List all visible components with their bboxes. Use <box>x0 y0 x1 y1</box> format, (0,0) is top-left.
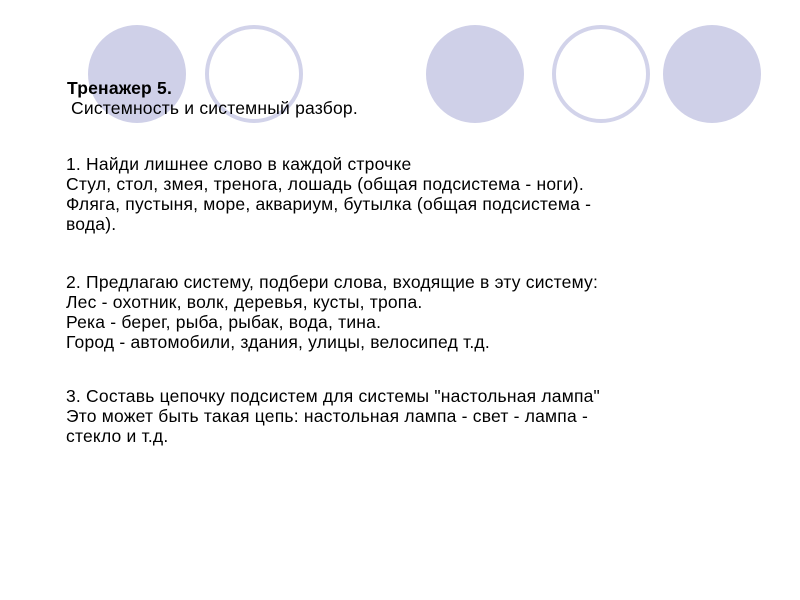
exercise-section-1 <box>66 154 766 234</box>
exercise-line: вода). <box>66 214 117 234</box>
exercise-line: Река - берег, рыба, рыбак, вода, тина. <box>66 312 382 332</box>
exercise-heading: 2. Предлагаю систему, подбери слова, входящие в эту систему: <box>66 272 599 292</box>
exercise-section-2 <box>66 272 766 352</box>
exercise-line: Стул, стол, змея, тренога, лошадь (общая подсистема - ноги). <box>66 174 584 194</box>
slide-content <box>66 78 766 484</box>
exercise-line: Это может быть такая цепь: настольная лампа - свет - лампа - <box>66 406 588 426</box>
slide-subtitle: Системность и системный разбор. <box>71 98 358 118</box>
exercise-line: Лес - охотник, волк, деревья, кусты, тропа. <box>66 292 423 312</box>
exercise-heading: 3. Составь цепочку подсистем для системы "настольная лампа" <box>66 386 600 406</box>
exercise-section-3 <box>66 386 766 446</box>
exercise-line: Фляга, пустыня, море, аквариум, бутылка (общая подсистема - <box>66 194 592 214</box>
exercise-line: Город - автомобили, здания, улицы, велосипед т.д. <box>66 332 490 352</box>
exercise-line: стекло и т.д. <box>66 426 169 446</box>
exercise-heading: 1. Найди лишнее слово в каждой строчке <box>66 154 412 174</box>
slide-title: Тренажер 5. <box>67 78 173 98</box>
